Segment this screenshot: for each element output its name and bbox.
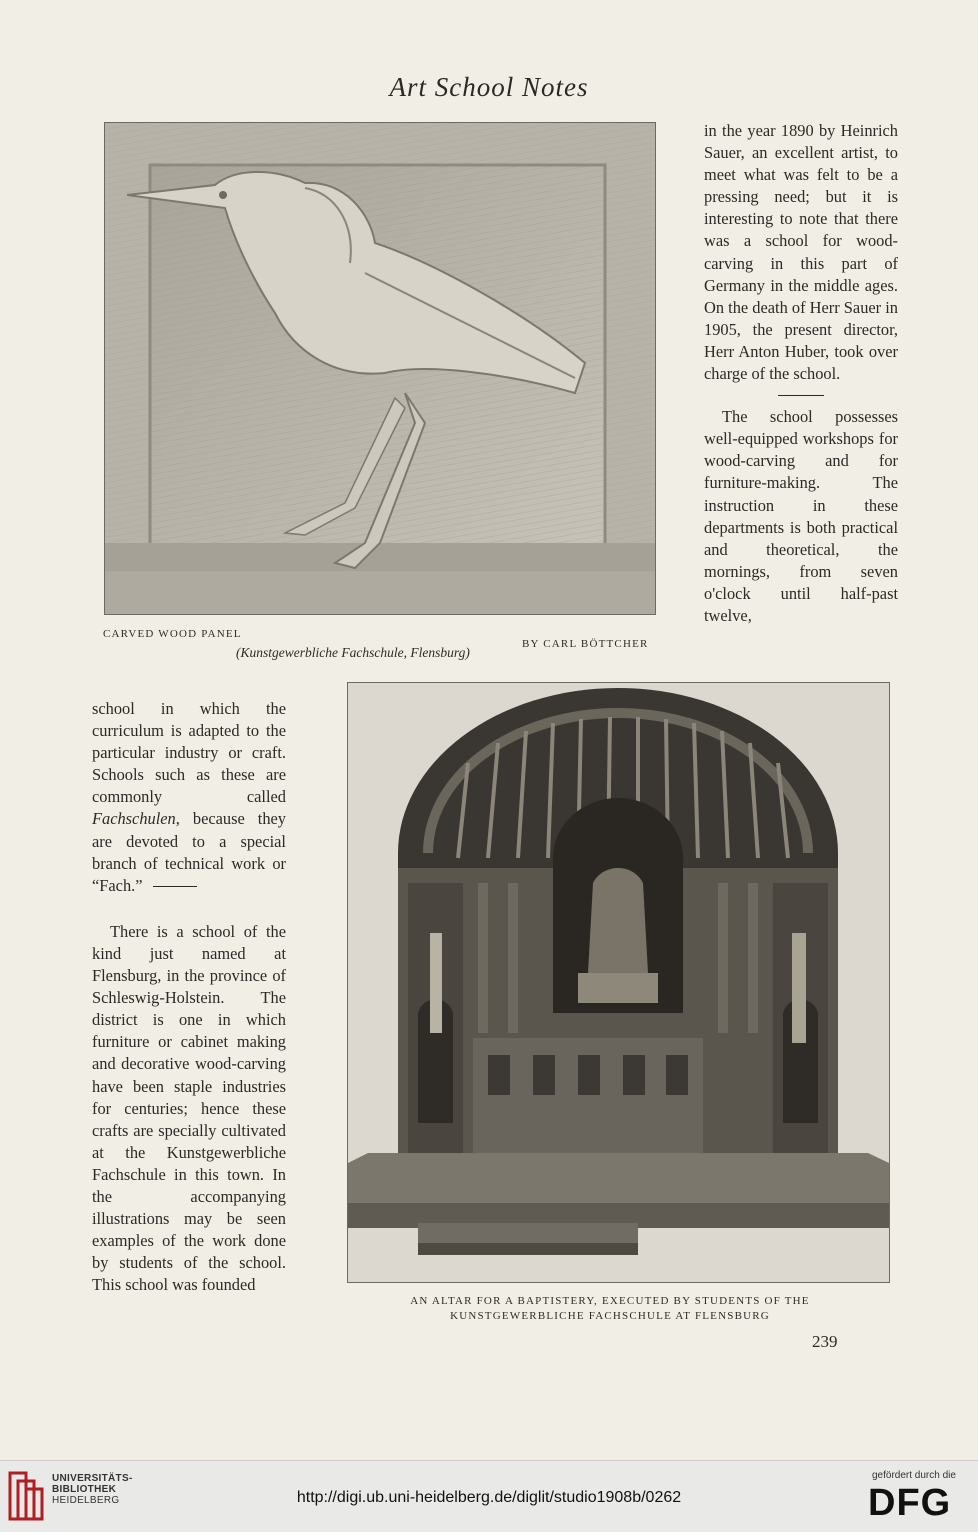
left-paragraph-1-end: “Fach.” [92, 875, 143, 895]
carved-panel-photo [104, 122, 656, 615]
figure2-caption-line2: KUNSTGEWERBLICHE FACHSCHULE AT FLENSBURG [450, 1310, 770, 1322]
left-text-column [92, 698, 286, 1296]
left-paragraph-1-mid: , because they are devoted to a special branch of technical work or [92, 809, 286, 873]
figure1-caption-title: CARVED WOOD PANEL [103, 628, 242, 640]
permalink-url[interactable]: http://digi.ub.uni-heidelberg.de/diglit/studio1908b/0262 [296, 1489, 682, 1506]
library-name-line1: UNIVERSITÄTS- [52, 1473, 133, 1484]
altar-illustration [348, 683, 889, 1282]
figure2-caption [360, 1294, 860, 1324]
altar-photo [347, 682, 890, 1283]
library-name-line2: BIBLIOTHEK [52, 1484, 117, 1495]
right-paragraph-1: in the year 1890 by Heinrich Sauer, an excellent artist, to meet what was felt to be a pressing need; but it is interesting to note that there was a school for wood-carving in this part of Germany in the middle ages. On the death of Herr Sauer in 1905, the present director, Herr Anton Huber, took over charge of the school. [704, 121, 898, 384]
digitization-footer [0, 1460, 978, 1532]
left-paragraph-1-start: school in which the curriculum is adapted to the particular industry or craft. Schools such as these are commonly called [92, 699, 286, 807]
figure1-caption-source: (Kunstgewerbliche Fachschule, Flensburg) [236, 645, 470, 660]
heron-carving-illustration [105, 123, 655, 614]
figure2-caption-line1: AN ALTAR FOR A BAPTISTERY, EXECUTED BY STUDENTS OF THE [410, 1295, 810, 1307]
page-number: 239 [812, 1332, 838, 1351]
figure1-caption-credit: BY CARL BÖTTCHER [522, 638, 649, 650]
right-text-column [704, 120, 898, 627]
left-paragraph-1 [92, 698, 286, 897]
fachschulen-term: Fachschulen [92, 809, 176, 829]
running-title: Art School Notes [389, 72, 589, 102]
left-paragraph-2: There is a school of the kind just named at Flensburg, in the province of Schleswig-Holstein. The district is one in which furniture or cabinet making and decorative wood-carving have been staple industries for centuries; hence these crafts are specially cultivated at the Kunstgewerbliche Fachschule in this town. In the accompanying illustrations may be seen examples of the work done by students of the school. This school was founded [92, 921, 286, 1295]
inline-divider [153, 886, 197, 887]
funded-by-label: gefördert durch die [872, 1470, 956, 1481]
section-divider [778, 395, 824, 396]
dfg-logo-icon: DFG [868, 1482, 952, 1524]
library-name-line3: HEIDELBERG [52, 1495, 120, 1506]
right-paragraph-2: The school possesses well-equipped workshops for wood-carving and for furniture-making. The instruction in these departments is both practical and theoretical, the mornings, from seven o'clock until half-past twelve, [704, 407, 898, 625]
